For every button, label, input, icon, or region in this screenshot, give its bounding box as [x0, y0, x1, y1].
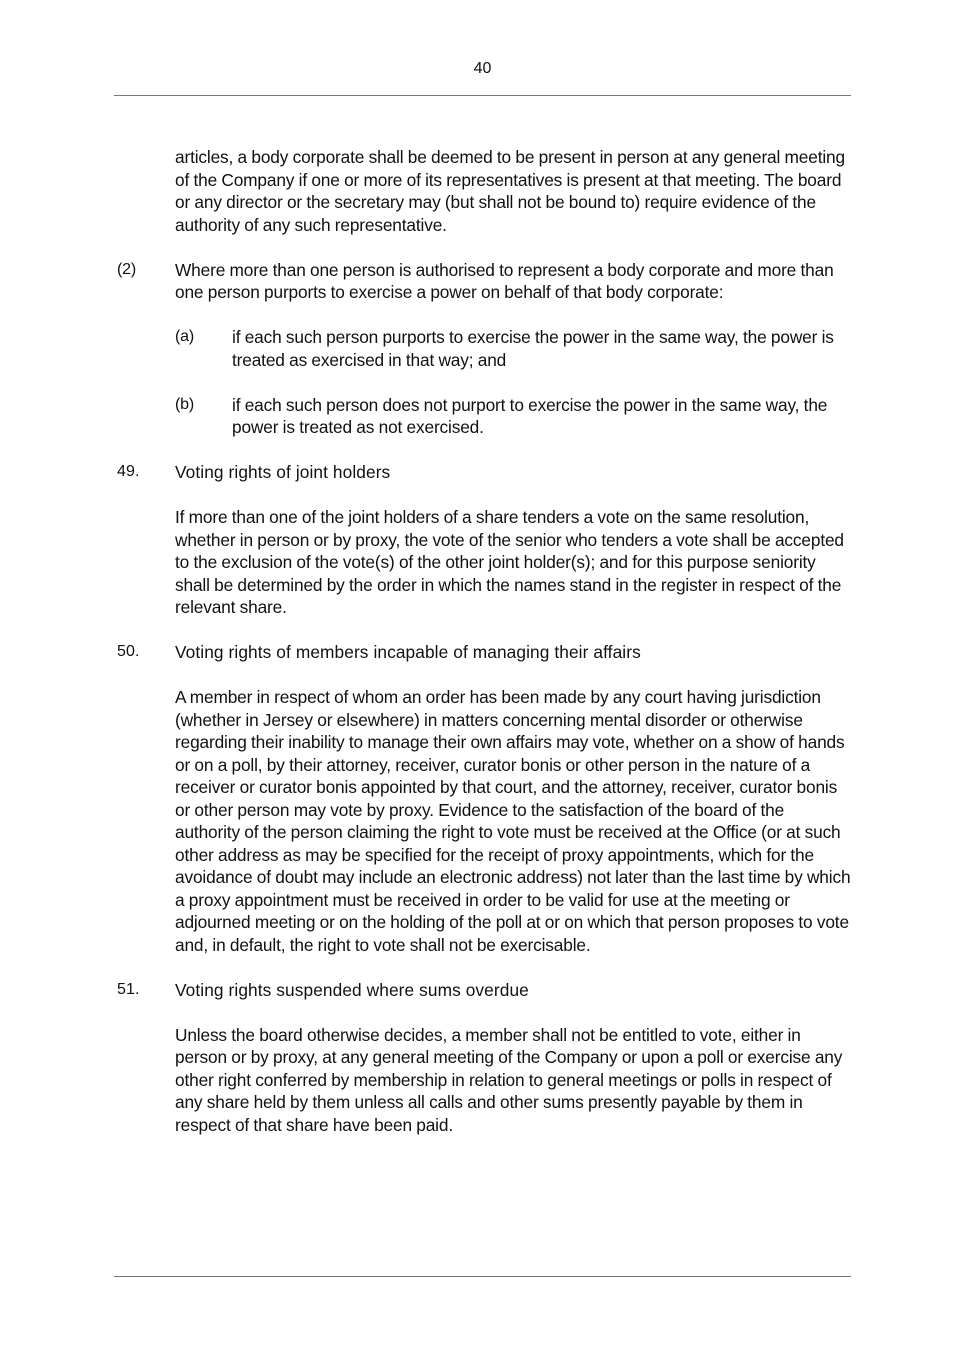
clause-2b-text: if each such person does not purport to exercise the power in the same way, the power is treated as not exercised. — [232, 394, 828, 437]
intro-paragraph: articles, a body corporate shall be deemed to be present in person at any general meeting of the Company if one or more of its representatives is present at that meeting. The board or any director or the secretary may (but shall not be bound to) require evidence of the authority of any such representative. — [175, 147, 845, 235]
document-body — [0, 146, 965, 1136]
section-49-number: 49. — [117, 463, 140, 480]
header-rule — [114, 95, 851, 96]
clause-2b — [175, 394, 851, 439]
section-50-heading — [117, 641, 851, 664]
section-49-heading — [117, 461, 851, 484]
section-50-number: 50. — [117, 643, 140, 660]
clause-2b-number: (b) — [175, 395, 195, 413]
section-50-title: Voting rights of members incapable of managing their affairs — [175, 642, 641, 662]
section-50-paragraph: A member in respect of whom an order has been made by any court having jurisdiction (whether in Jersey or elsewhere) in matters concerning mental disorder or otherwise regarding their inability to manage their own affairs may vote, whether on a show of hands or on a poll, by their attorney, receiver, curator bonis or other person in the nature of a receiver or curator bonis appointed by that court, and the attorney, receiver, curator bonis or other person may vote by proxy. Evidence to the satisfaction of the board of the authority of the person claiming the right to vote must be received at the Office (or at such other address as may be specified for the receipt of proxy appointments, which for the avoidance of doubt may include an electronic address) not later than the last time by which a proxy appointment must be received in order to be valid for use at the meeting or adjourned meeting or on the holding of the poll at or on which that person proposes to vote and, in default, the right to vote shall not be exercisable. — [175, 687, 851, 955]
clause-2-text: Where more than one person is authorised to represent a body corporate and more than one person purports to exercise a power on behalf of that body corporate: — [175, 259, 834, 302]
section-51-number: 51. — [117, 980, 140, 998]
clause-2-number: (2) — [117, 260, 137, 278]
section-51-title: Voting rights suspended where sums overdue — [175, 979, 529, 1000]
clause-2a-number: (a) — [175, 328, 195, 345]
page-number: 40 — [473, 60, 492, 77]
clause-2a-text: if each such person purports to exercise the power in the same way, the power is treated as exercised in that way; and — [232, 327, 834, 370]
clause-2 — [117, 259, 851, 304]
section-49-paragraph: If more than one of the joint holders of a share tenders a vote on the same resolution, whether in person or by proxy, the vote of the senior who tenders a vote shall be accepted to the exclusion of the vote(s) of the other joint holder(s); and for this purpose seniority shall be determined by the order in which the names stand in the register in respect of the relevant share. — [175, 507, 844, 617]
clause-2a — [175, 326, 851, 371]
section-51-paragraph: Unless the board otherwise decides, a member shall not be entitled to vote, either in person or by proxy, at any general meeting of the Company or upon a poll or exercise any other right conferred by membership in relation to general meetings or polls in respect of any share held by them unless all calls and other sums presently payable by them in respect of that share have been paid. — [175, 1024, 843, 1135]
section-49-title: Voting rights of joint holders — [175, 462, 391, 482]
section-51-heading — [117, 979, 851, 1002]
footer-rule — [114, 1276, 851, 1277]
